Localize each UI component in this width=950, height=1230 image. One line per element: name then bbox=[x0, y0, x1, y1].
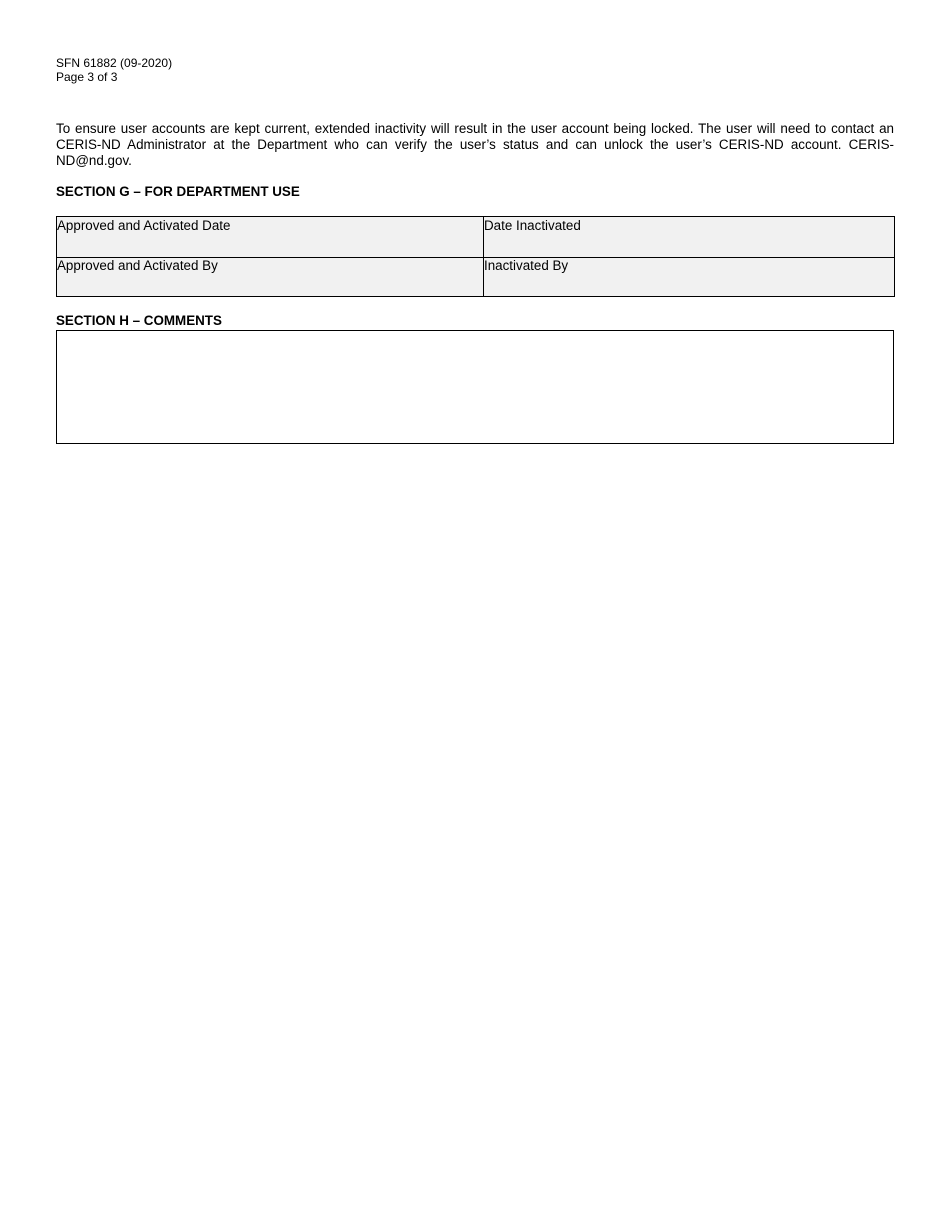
approved-activated-by-label: Approved and Activated By bbox=[57, 258, 218, 273]
approved-activated-date-label: Approved and Activated Date bbox=[57, 218, 231, 233]
comments-field[interactable] bbox=[56, 330, 894, 444]
approved-activated-date-field[interactable] bbox=[57, 217, 484, 257]
page-number: Page 3 of 3 bbox=[56, 70, 118, 84]
section-h-heading: SECTION H – COMMENTS bbox=[56, 313, 222, 328]
form-identifier bbox=[56, 56, 172, 84]
inactivated-by-label: Inactivated By bbox=[484, 258, 569, 273]
inactivated-by-field[interactable] bbox=[484, 257, 894, 297]
department-use-table bbox=[56, 216, 895, 297]
inactivity-notice-paragraph: To ensure user accounts are kept current, extended inactivity will result in the user account being locked. The user will need to contact an CERIS-ND Administrator at the Department who can verify the user’s status and can unlock the user’s CERIS-ND account. CERIS-ND@nd.gov. bbox=[56, 121, 894, 168]
form-number: SFN 61882 (09-2020) bbox=[56, 56, 173, 70]
approved-activated-by-field[interactable] bbox=[57, 257, 484, 297]
date-inactivated-field[interactable] bbox=[484, 217, 894, 257]
department-use-row bbox=[57, 257, 894, 297]
section-g-heading: SECTION G – FOR DEPARTMENT USE bbox=[56, 184, 300, 199]
department-use-row bbox=[57, 217, 894, 258]
date-inactivated-label: Date Inactivated bbox=[484, 218, 581, 233]
